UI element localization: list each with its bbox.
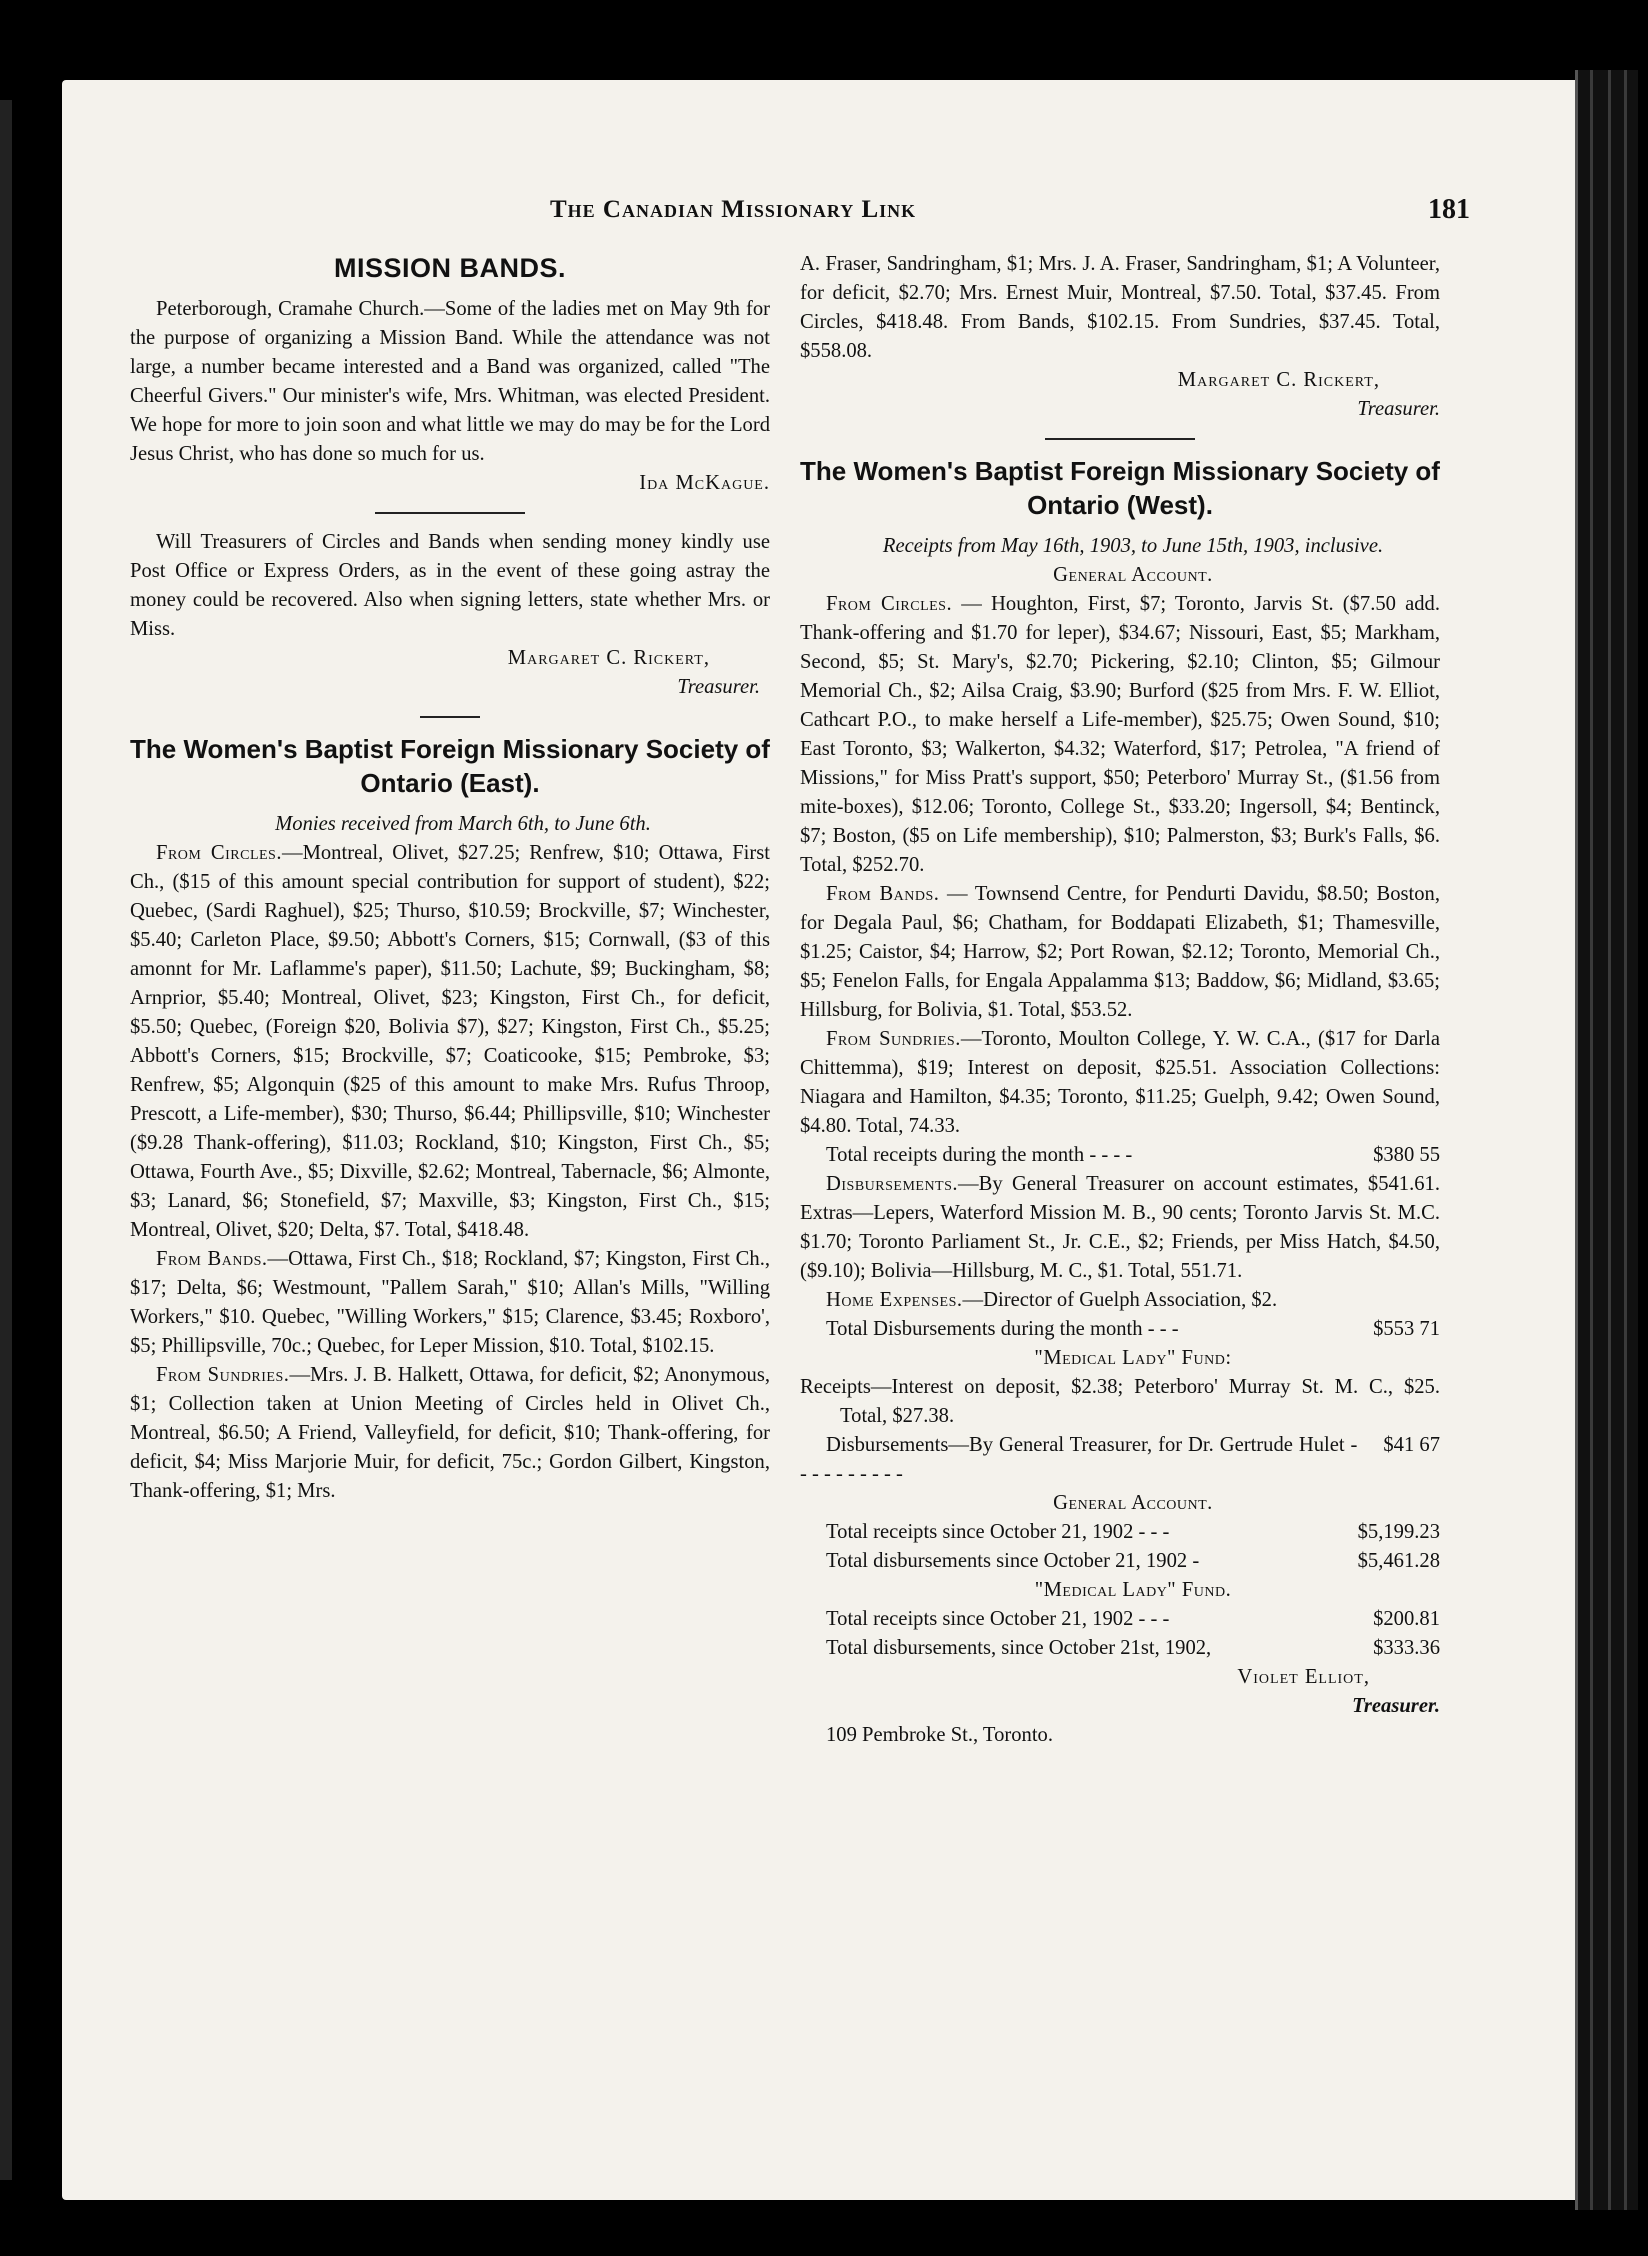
left-column — [130, 250, 770, 1506]
medical-disb-label: Disbursements—By General Treasurer, for Dr. Gertrude Hulet - - - - - - - - - - — [800, 1434, 1358, 1485]
monies-received-line: Monies received from March 6th, to June 6th. — [275, 813, 651, 835]
ml-disb-value: $333.36 — [1373, 1637, 1440, 1659]
from-bands-text: —Ottawa, First Ch., $18; Rockland, $7; Kingston, First Ch., $17; Delta, $6; Westmount, "Pallem Sarah," $10; Allan's Mills, "Willing Workers," $10. Quebec, "Willing Workers," $15; Clarence, $3.45; Roxboro', $5; Phillipsville, 70c.; Quebec, for Leper Mission, $10. Total, $102.15. — [130, 1248, 771, 1357]
disbursements-text: —By General Treasurer on account estimates, $541.61. Extras—Lepers, Waterford Mission M. B., 90 cents; Toronto Jarvis St. M.C. $1.70; Toronto Parliament St., Jr. C.E., $2; Friends, per Miss Hatch, $4.50, ($9.10); Bolivia—Hillsburg, M. C., $1. Total, 551.71. — [800, 1173, 1440, 1282]
ga-disb-row — [800, 1547, 1440, 1576]
signature-title-2: Treasurer. — [1357, 398, 1440, 420]
home-expenses — [800, 1286, 1440, 1315]
mission-bands-heading: MISSION BANDS. — [333, 253, 567, 283]
from-sundries-text: —Mrs. J. B. Halkett, Ottawa, for deficit, $2; Anonymous, $1; Collection taken at Union Meeting of Circles held in Olivet Ch., Montreal, $6.50; A Friend, Valleyfield, for deficit, $10; Thank-offering, for deficit, $4; Miss Marjorie Muir, for deficit, 75c.; Gordon Gilbert, Kingston, Thank-offering, $1; Mrs. — [130, 1364, 770, 1502]
running-title: The Canadian Missionary Link — [550, 196, 917, 223]
ga-disb-label: Total disbursements since October 21, 1902 - — [826, 1550, 1200, 1572]
divider — [420, 716, 480, 718]
from-bands-label: From Bands. — [156, 1248, 268, 1270]
from-bands-label: From Bands. — [826, 883, 940, 905]
disbursements-label: Disbursements. — [826, 1173, 959, 1195]
home-expenses-label: Home Expenses. — [826, 1289, 963, 1311]
ga-receipts-row — [800, 1518, 1440, 1547]
right-column — [800, 250, 1440, 1750]
from-bands-text: — Townsend Centre, for Pendurti Davidu, $8.50; Boston, for Degala Paul, $6; Chatham, for Boddapati Elizabeth, $1; Thamesville, $1.25; Caistor, $4; Harrow, $2; Port Rowan, $2.12; Toronto, Memorial Ch., $5; Fenelon Falls, for Engala Appalamma $13; Baddow, $6; Midland, $3.65; Hillsburg, for Bolivia, $1. Total, $53.52. — [800, 883, 1440, 1021]
ml-disb-row — [800, 1634, 1440, 1663]
total-receipts-label: Total receipts during the month - - - - — [826, 1144, 1133, 1166]
signature-rickert: Margaret C. Rickert, — [507, 647, 710, 669]
from-circles-label: From Circles. — [826, 593, 953, 615]
signature-mckague: Ida McKague. — [639, 472, 770, 494]
from-circles-east — [130, 839, 770, 1245]
sundries-continuation: A. Fraser, Sandringham, $1; Mrs. J. A. Fraser, Sandringham, $1; A Volunteer, for deficit, $2.70; Mrs. Ernest Muir, Montreal, $7.50. Total, $37.45. From Circles, $418.48. From Bands, $102.15. From Sundries, $37.45. Total, $558.08. — [800, 253, 1440, 362]
page-number: 181 — [1428, 194, 1470, 225]
divider — [375, 512, 525, 514]
treasurer-notice: Will Treasurers of Circles and Bands when sending money kindly use Post Office or Express Orders, as in the event of these going astray the money could be recovered. Also when signing letters, state whether Mrs. or Miss. — [130, 531, 770, 640]
general-account-heading-2: General Account. — [1053, 1492, 1213, 1514]
total-receipts-value: $380 55 — [1373, 1144, 1440, 1166]
ga-receipts-label: Total receipts since October 21, 1902 - - - — [826, 1521, 1170, 1543]
from-bands-west — [800, 880, 1440, 1025]
total-disb-label: Total Disbursements during the month - - - — [826, 1318, 1179, 1340]
mission-band-report: Peterborough, Cramahe Church.—Some of the ladies met on May 9th for the purpose of organizing a Mission Band. While the attendance was not large, a number became interested and a Band was organized, called "The Cheerful Givers." Our minister's wife, Mrs. Whitman, was elected President. We hope for more to join soon and what little we may do may be for the Lord Jesus Christ, who has done so much for us. — [130, 298, 770, 465]
treasurer-address: 109 Pembroke St., Toronto. — [826, 1724, 1053, 1746]
society-west-heading: The Women's Baptist Foreign Missionary Society of Ontario (West). — [800, 456, 1440, 520]
ga-disb-value: $5,461.28 — [1357, 1550, 1440, 1572]
from-circles-text: —Montreal, Olivet, $27.25; Renfrew, $10; Ottawa, First Ch., ($15 of this amount special contribution for support of student), $22; Quebec, (Sardi Raghuel), $25; Thurso, $10.59; Brockville, $7; Winchester, $5.40; Carleton Place, $9.50; Abbott's Corners, $15; Cornwall, ($3 of this amonnt for Mr. Laflamme's paper), $11.50; Lachute, $9; Buckingham, $8; Arnprior, $5.40; Montreal, Olivet, $23; Kingston, First Ch., for deficit, $5.50; Quebec, (Foreign $20, Bolivia $7), $27; Kingston, First Ch., $5.25; Abbott's Corners, $15; Brockville, $7; Coaticooke, $15; Pembroke, $3; Renfrew, $5; Algonquin ($25 of this amount to make Mrs. Rufus Throop, Prescott, a Life-member), $30; Thurso, $6.44; Phillipsville, $10; Winchester ($9.28 Thank-offering), $11.03; Rockland, $10; Kingston, First Ch., $5; Ottawa, Fourth Ave., $5; Dixville, $2.62; Montreal, Tabernacle, $6; Almonte, $3; Lanard, $6; Stonefield, $7; Maxville, $3; Kingston, First Ch., $15; Montreal, Olivet, $20; Delta, $7. Total, $418.48. — [130, 842, 770, 1241]
total-receipts-row — [800, 1141, 1440, 1170]
society-east-heading: The Women's Baptist Foreign Missionary Society of Ontario (East). — [130, 734, 770, 798]
total-disb-value: $553 71 — [1373, 1318, 1440, 1340]
from-sundries-west — [800, 1025, 1440, 1141]
from-circles-label: From Circles. — [156, 842, 282, 864]
divider — [1045, 438, 1195, 440]
home-expenses-text: —Director of Guelph Association, $2. — [962, 1289, 1278, 1311]
medical-receipts: Receipts—Interest on deposit, $2.38; Peterboro' Murray St. M. C., $25. Total, $27.38. — [800, 1376, 1440, 1427]
from-circles-text: — Houghton, First, $7; Toronto, Jarvis St. ($7.50 add. Thank-offering and $1.70 for leper), $34.67; Nissouri, East, $5; Markham, Second, $5; St. Mary's, $2.70; Pickering, $2.10; Clinton, $5; Gilmour Memorial Ch., $2; Ailsa Craig, $3.90; Burford ($25 from Mrs. F. W. Elliot, Cathcart P.O., to make herself a Life-member), $25.75; Owen Sound, $10; East Toronto, $3; Walkerton, $4.32; Waterford, $17; Petrolea, "A friend of Missions," for Miss Pratt's support, $50; Peterboro' Murray St., ($1.56 from mite-boxes), $12.06; Toronto, College St., $33.20; Ingersoll, $4; Bentinck, $7; Boston, ($5 on Life membership), $10; Palmerston, $3; Burk's Falls, $6. Total, $252.70. — [800, 593, 1440, 876]
ml-disb-label: Total disbursements, since October 21st, 1902, — [826, 1637, 1212, 1659]
medical-disb-value: $41 67 — [1383, 1434, 1440, 1456]
running-header — [120, 194, 1470, 232]
signature-elliot: Violet Elliot, — [1237, 1666, 1370, 1688]
ga-receipts-value: $5,199.23 — [1357, 1521, 1440, 1543]
receipts-period-line: Receipts from May 16th, 1903, to June 15th, 1903, inclusive. — [882, 535, 1384, 557]
disbursements-west — [800, 1170, 1440, 1286]
ml-receipts-value: $200.81 — [1373, 1608, 1440, 1630]
medical-disbursements-row — [800, 1431, 1440, 1489]
signature-rickert-2: Margaret C. Rickert, — [1177, 369, 1380, 391]
ml-receipts-label: Total receipts since October 21, 1902 - - - — [826, 1608, 1170, 1630]
from-circles-west — [800, 590, 1440, 880]
signature-title: Treasurer. — [677, 676, 760, 698]
from-sundries-label: From Sundries. — [156, 1364, 290, 1386]
signature-title-3: Treasurer. — [1352, 1695, 1440, 1717]
medical-lady-fund-heading-2: "Medical Lady" Fund. — [1034, 1579, 1232, 1601]
from-sundries-label: From Sundries. — [826, 1028, 961, 1050]
medical-lady-fund-heading: "Medical Lady" Fund: — [1034, 1347, 1232, 1369]
from-sundries-east — [130, 1361, 770, 1506]
total-disbursements-row — [800, 1315, 1440, 1344]
from-bands-east — [130, 1245, 770, 1361]
ml-receipts-row — [800, 1605, 1440, 1634]
from-sundries-text: —Toronto, Moulton College, Y. W. C.A., ($17 for Darla Chittemma), $19; Interest on deposit, $25.51. Association Collections: Niagara and Hamilton, $4.35; Toronto, $11.25; Guelph, 9.42; Owen Sound, $4.80. Total, 74.33. — [800, 1028, 1440, 1137]
general-account-heading: General Account. — [1053, 564, 1213, 586]
